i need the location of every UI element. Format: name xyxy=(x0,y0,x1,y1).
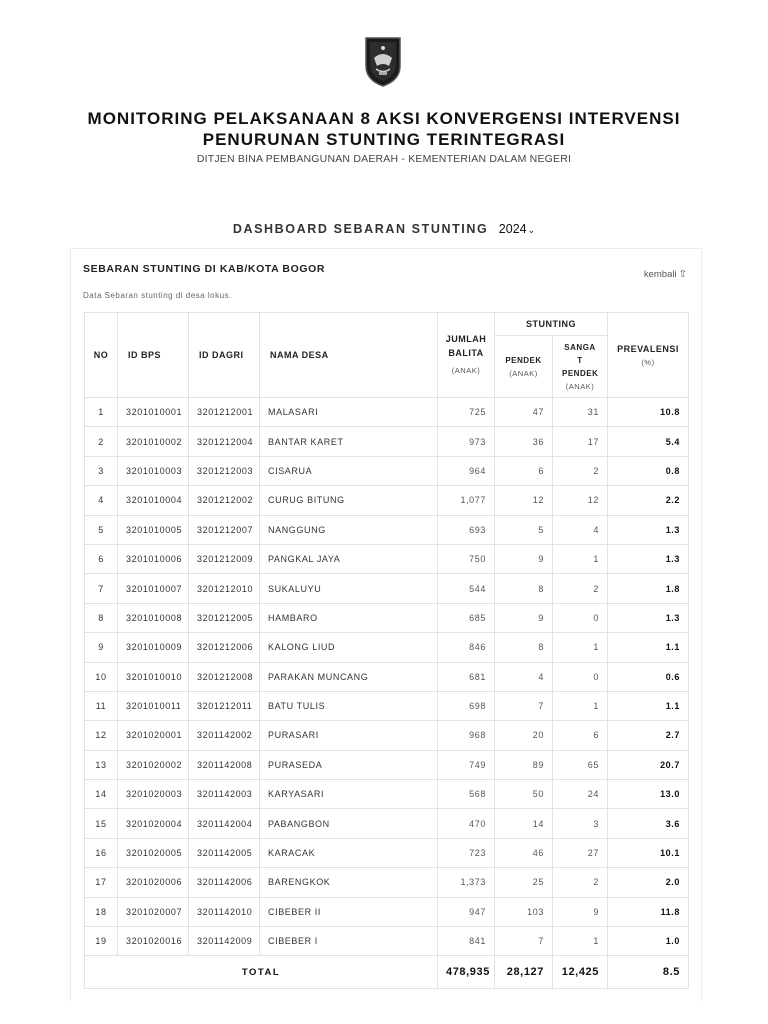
cell-no: 14 xyxy=(85,780,118,809)
cell-jumlah-balita: 681 xyxy=(438,662,495,691)
cell-prevalensi: 13.0 xyxy=(608,780,689,809)
cell-nama-desa: BATU TULIS xyxy=(260,691,438,720)
cell-pendek: 12 xyxy=(495,486,553,515)
table-row xyxy=(85,662,689,691)
cell-no: 5 xyxy=(85,515,118,544)
page-title xyxy=(0,108,768,150)
table-row xyxy=(85,486,689,515)
cell-pendek: 8 xyxy=(495,574,553,603)
cell-prevalensi: 20.7 xyxy=(608,750,689,779)
cell-id-bps: 3201010010 xyxy=(118,662,189,691)
table-row xyxy=(85,603,689,632)
cell-pendek: 14 xyxy=(495,809,553,838)
cell-jumlah-balita: 973 xyxy=(438,427,495,456)
cell-nama-desa: KALONG LIUD xyxy=(260,633,438,662)
header-stunting: STUNTING xyxy=(495,313,608,336)
cell-no: 4 xyxy=(85,486,118,515)
table-row xyxy=(85,456,689,485)
cell-pendek: 6 xyxy=(495,456,553,485)
table-row xyxy=(85,691,689,720)
cell-prevalensi: 1.3 xyxy=(608,603,689,632)
arrow-up-icon: ⇧ xyxy=(678,269,687,280)
cell-id-bps: 3201020006 xyxy=(118,868,189,897)
cell-pendek: 103 xyxy=(495,897,553,926)
cell-pendek: 8 xyxy=(495,633,553,662)
stunting-card xyxy=(70,248,702,1001)
cell-id-bps: 3201010005 xyxy=(118,515,189,544)
cell-jumlah-balita: 685 xyxy=(438,603,495,632)
cell-nama-desa: BARENGKOK xyxy=(260,868,438,897)
cell-pendek: 9 xyxy=(495,603,553,632)
total-jumlah-balita: 478,935 xyxy=(438,956,495,989)
cell-id-bps: 3201020016 xyxy=(118,927,189,956)
cell-sangat-pendek: 2 xyxy=(553,574,608,603)
chevron-down-icon: ⌄ xyxy=(527,224,536,235)
cell-sangat-pendek: 27 xyxy=(553,838,608,867)
header-prevalensi xyxy=(608,313,689,398)
cell-pendek: 89 xyxy=(495,750,553,779)
header-jumlah-label: JUMLAH BALITA xyxy=(445,334,487,358)
cell-pendek: 5 xyxy=(495,515,553,544)
table-row xyxy=(85,515,689,544)
cell-id-bps: 3201010007 xyxy=(118,574,189,603)
cell-jumlah-balita: 964 xyxy=(438,456,495,485)
cell-nama-desa: CURUG BITUNG xyxy=(260,486,438,515)
cell-sangat-pendek: 6 xyxy=(553,721,608,750)
cell-nama-desa: PURASEDA xyxy=(260,750,438,779)
cell-nama-desa: CISARUA xyxy=(260,456,438,485)
card-description: Data Sebaran stunting di desa lokus. xyxy=(83,291,232,300)
table-row xyxy=(85,427,689,456)
cell-no: 8 xyxy=(85,603,118,632)
cell-id-dagri: 3201212005 xyxy=(189,603,260,632)
header-pendek xyxy=(495,336,553,398)
cell-id-bps: 3201010002 xyxy=(118,427,189,456)
cell-pendek: 47 xyxy=(495,398,553,427)
cell-no: 13 xyxy=(85,750,118,779)
table-row xyxy=(85,809,689,838)
cell-prevalensi: 2.0 xyxy=(608,868,689,897)
cell-no: 12 xyxy=(85,721,118,750)
cell-no: 3 xyxy=(85,456,118,485)
cell-sangat-pendek: 9 xyxy=(553,897,608,926)
cell-no: 1 xyxy=(85,398,118,427)
cell-sangat-pendek: 2 xyxy=(553,456,608,485)
cell-nama-desa: BANTAR KARET xyxy=(260,427,438,456)
table-row xyxy=(85,721,689,750)
cell-no: 9 xyxy=(85,633,118,662)
header-prevalensi-label: PREVALENSI xyxy=(617,343,679,354)
cell-jumlah-balita: 1,077 xyxy=(438,486,495,515)
cell-prevalensi: 10.1 xyxy=(608,838,689,867)
cell-nama-desa: CIBEBER I xyxy=(260,927,438,956)
cell-sangat-pendek: 1 xyxy=(553,544,608,573)
cell-sangat-pendek: 1 xyxy=(553,691,608,720)
cell-id-bps: 3201010008 xyxy=(118,603,189,632)
cell-prevalensi: 1.8 xyxy=(608,574,689,603)
cell-id-dagri: 3201142005 xyxy=(189,838,260,867)
table-row xyxy=(85,780,689,809)
header-sangat-pendek xyxy=(553,336,608,398)
cell-sangat-pendek: 17 xyxy=(553,427,608,456)
cell-prevalensi: 5.4 xyxy=(608,427,689,456)
cell-id-dagri: 3201212006 xyxy=(189,633,260,662)
cell-no: 2 xyxy=(85,427,118,456)
year-select[interactable] xyxy=(499,222,535,236)
cell-id-bps: 3201020005 xyxy=(118,838,189,867)
cell-sangat-pendek: 1 xyxy=(553,633,608,662)
cell-nama-desa: PARAKAN MUNCANG xyxy=(260,662,438,691)
cell-sangat-pendek: 1 xyxy=(553,927,608,956)
cell-pendek: 25 xyxy=(495,868,553,897)
cell-id-bps: 3201010003 xyxy=(118,456,189,485)
cell-id-dagri: 3201212003 xyxy=(189,456,260,485)
cell-jumlah-balita: 693 xyxy=(438,515,495,544)
cell-sangat-pendek: 65 xyxy=(553,750,608,779)
cell-id-dagri: 3201142003 xyxy=(189,780,260,809)
cell-no: 11 xyxy=(85,691,118,720)
cell-prevalensi: 10.8 xyxy=(608,398,689,427)
cell-jumlah-balita: 544 xyxy=(438,574,495,603)
table-row xyxy=(85,927,689,956)
cell-id-dagri: 3201142004 xyxy=(189,809,260,838)
cell-prevalensi: 3.6 xyxy=(608,809,689,838)
cell-no: 7 xyxy=(85,574,118,603)
cell-id-bps: 3201020001 xyxy=(118,721,189,750)
cell-id-dagri: 3201212001 xyxy=(189,398,260,427)
header-jumlah-balita xyxy=(438,313,495,398)
cell-nama-desa: NANGGUNG xyxy=(260,515,438,544)
cell-prevalensi: 1.3 xyxy=(608,544,689,573)
header-sangat-unit: (ANAK) xyxy=(565,381,595,391)
header-jumlah-unit: (ANAK) xyxy=(451,366,481,375)
cell-prevalensi: 11.8 xyxy=(608,897,689,926)
cell-sangat-pendek: 0 xyxy=(553,662,608,691)
cell-pendek: 9 xyxy=(495,544,553,573)
header-pendek-label: PENDEK xyxy=(505,356,542,365)
cell-pendek: 4 xyxy=(495,662,553,691)
cell-nama-desa: PURASARI xyxy=(260,721,438,750)
cell-jumlah-balita: 846 xyxy=(438,633,495,662)
cell-id-dagri: 3201212010 xyxy=(189,574,260,603)
cell-jumlah-balita: 725 xyxy=(438,398,495,427)
table-row xyxy=(85,574,689,603)
cell-sangat-pendek: 24 xyxy=(553,780,608,809)
cell-jumlah-balita: 750 xyxy=(438,544,495,573)
cell-jumlah-balita: 1,373 xyxy=(438,868,495,897)
table-row xyxy=(85,633,689,662)
cell-nama-desa: KARYASARI xyxy=(260,780,438,809)
total-pendek: 28,127 xyxy=(495,956,553,989)
cell-id-bps: 3201010004 xyxy=(118,486,189,515)
cell-jumlah-balita: 698 xyxy=(438,691,495,720)
table-row xyxy=(85,750,689,779)
header-prevalensi-unit: (%) xyxy=(641,357,655,367)
cell-id-bps: 3201020002 xyxy=(118,750,189,779)
cell-pendek: 46 xyxy=(495,838,553,867)
cell-jumlah-balita: 470 xyxy=(438,809,495,838)
cell-id-bps: 3201010011 xyxy=(118,691,189,720)
cell-no: 6 xyxy=(85,544,118,573)
cell-jumlah-balita: 568 xyxy=(438,780,495,809)
page-title-line-1: MONITORING PELAKSANAAN 8 AKSI KONVERGENSI INTERVENSI xyxy=(87,109,681,128)
cell-sangat-pendek: 4 xyxy=(553,515,608,544)
cell-nama-desa: CIBEBER II xyxy=(260,897,438,926)
cell-prevalensi: 2.2 xyxy=(608,486,689,515)
cell-jumlah-balita: 947 xyxy=(438,897,495,926)
dashboard-title: DASHBOARD SEBARAN STUNTING xyxy=(232,221,489,236)
cell-id-dagri: 3201212004 xyxy=(189,427,260,456)
cell-pendek: 7 xyxy=(495,927,553,956)
cell-id-dagri: 3201212008 xyxy=(189,662,260,691)
cell-id-dagri: 3201212002 xyxy=(189,486,260,515)
cell-id-dagri: 3201212011 xyxy=(189,691,260,720)
dashboard-title-row xyxy=(0,220,768,238)
header-nama-desa: NAMA DESA xyxy=(260,313,438,398)
cell-sangat-pendek: 2 xyxy=(553,868,608,897)
header-pendek-unit: (ANAK) xyxy=(509,369,538,378)
back-link[interactable] xyxy=(644,269,687,280)
cell-pendek: 20 xyxy=(495,721,553,750)
cell-prevalensi: 0.6 xyxy=(608,662,689,691)
cell-sangat-pendek: 0 xyxy=(553,603,608,632)
cell-jumlah-balita: 841 xyxy=(438,927,495,956)
cell-prevalensi: 1.1 xyxy=(608,691,689,720)
cell-prevalensi: 1.0 xyxy=(608,927,689,956)
cell-jumlah-balita: 723 xyxy=(438,838,495,867)
cell-prevalensi: 2.7 xyxy=(608,721,689,750)
cell-prevalensi: 1.3 xyxy=(608,515,689,544)
header-id-bps: ID BPS xyxy=(118,313,189,398)
total-sangat-pendek: 12,425 xyxy=(553,956,608,989)
cell-id-dagri: 3201142008 xyxy=(189,750,260,779)
total-label: TOTAL xyxy=(85,956,438,989)
cell-id-bps: 3201010006 xyxy=(118,544,189,573)
cell-id-bps: 3201020004 xyxy=(118,809,189,838)
cell-nama-desa: KARACAK xyxy=(260,838,438,867)
cell-prevalensi: 1.1 xyxy=(608,633,689,662)
table-row xyxy=(85,897,689,926)
cell-id-dagri: 3201142002 xyxy=(189,721,260,750)
table-row xyxy=(85,868,689,897)
total-prevalensi: 8.5 xyxy=(608,956,689,989)
header-no: NO xyxy=(85,313,118,398)
cell-nama-desa: SUKALUYU xyxy=(260,574,438,603)
cell-pendek: 7 xyxy=(495,691,553,720)
table-row xyxy=(85,838,689,867)
cell-jumlah-balita: 968 xyxy=(438,721,495,750)
cell-id-bps: 3201020003 xyxy=(118,780,189,809)
table-row xyxy=(85,544,689,573)
cell-id-dagri: 3201212009 xyxy=(189,544,260,573)
cell-id-dagri: 3201142006 xyxy=(189,868,260,897)
cell-id-dagri: 3201142010 xyxy=(189,897,260,926)
cell-id-dagri: 3201142009 xyxy=(189,927,260,956)
cell-jumlah-balita: 749 xyxy=(438,750,495,779)
cell-nama-desa: PABANGBON xyxy=(260,809,438,838)
kemendagri-logo-icon xyxy=(362,36,404,88)
cell-nama-desa: HAMBARO xyxy=(260,603,438,632)
cell-no: 15 xyxy=(85,809,118,838)
table-row xyxy=(85,398,689,427)
cell-no: 18 xyxy=(85,897,118,926)
cell-sangat-pendek: 12 xyxy=(553,486,608,515)
cell-no: 16 xyxy=(85,838,118,867)
cell-pendek: 50 xyxy=(495,780,553,809)
header-sangat-label: SANGA T PENDEK xyxy=(562,342,599,378)
cell-sangat-pendek: 3 xyxy=(553,809,608,838)
cell-id-bps: 3201020007 xyxy=(118,897,189,926)
cell-nama-desa: PANGKAL JAYA xyxy=(260,544,438,573)
cell-id-bps: 3201010009 xyxy=(118,633,189,662)
cell-sangat-pendek: 31 xyxy=(553,398,608,427)
cell-id-bps: 3201010001 xyxy=(118,398,189,427)
page-title-line-2: PENURUNAN STUNTING TERINTEGRASI xyxy=(202,130,566,149)
cell-no: 19 xyxy=(85,927,118,956)
cell-no: 10 xyxy=(85,662,118,691)
cell-pendek: 36 xyxy=(495,427,553,456)
cell-prevalensi: 0.8 xyxy=(608,456,689,485)
page-subtitle: DITJEN BINA PEMBANGUNAN DAERAH - KEMENTERIAN DALAM NEGERI xyxy=(196,153,572,165)
card-title: SEBARAN STUNTING DI KAB/KOTA BOGOR xyxy=(83,263,326,275)
cell-id-dagri: 3201212007 xyxy=(189,515,260,544)
cell-nama-desa: MALASARI xyxy=(260,398,438,427)
table-total-row xyxy=(85,956,689,989)
header-id-dagri: ID DAGRI xyxy=(189,313,260,398)
year-select-value: 2024 xyxy=(498,221,527,236)
back-link-label: kembali xyxy=(643,269,677,280)
stunting-table xyxy=(84,312,689,989)
cell-no: 17 xyxy=(85,868,118,897)
